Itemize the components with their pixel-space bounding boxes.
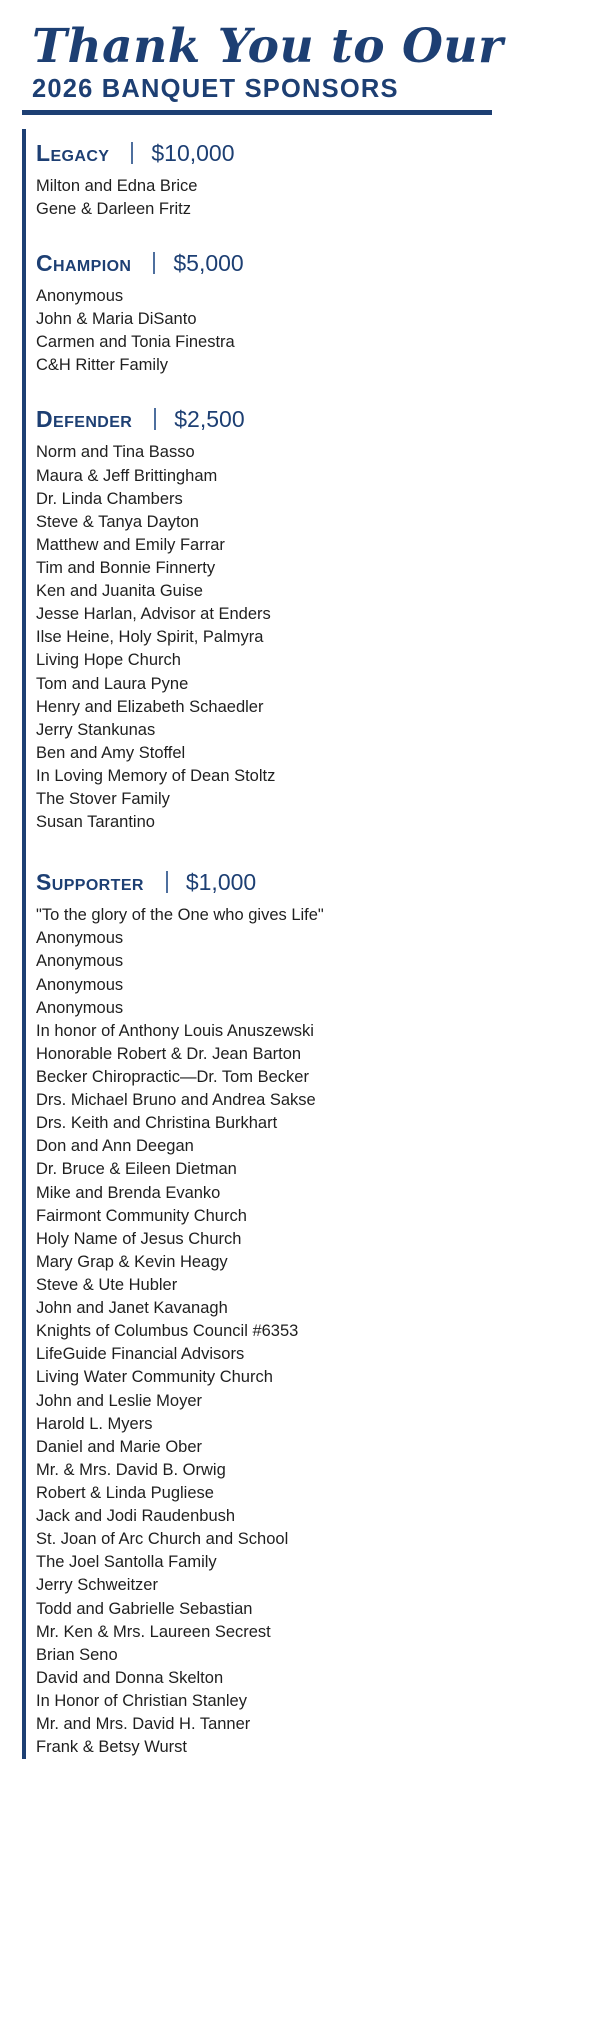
list-item: In Loving Memory of Dean Stoltz <box>36 766 276 785</box>
list-item: St. Joan of Arc Church and School <box>36 1530 289 1549</box>
poster-header <box>22 19 578 104</box>
tier-name: Supporter <box>36 869 144 896</box>
list-item: David and Donna Skelton <box>36 1668 224 1687</box>
tier-divider-icon <box>131 142 133 164</box>
list-item: Mike and Brenda Evanko <box>36 1183 221 1202</box>
sponsor-name-list <box>36 441 578 834</box>
tier-header <box>36 129 578 167</box>
tier-name: Defender <box>36 406 133 433</box>
list-item: Todd and Gabrielle Sebastian <box>36 1599 253 1618</box>
tier-defender <box>36 395 578 834</box>
list-item: Norm and Tina Basso <box>36 443 195 462</box>
list-item: Maura & Jeff Brittingham <box>36 466 218 485</box>
tier-spacer <box>36 385 578 395</box>
sponsor-list-content <box>22 129 578 1760</box>
list-item: Henry and Elizabeth Schaedler <box>36 697 264 716</box>
list-item: LifeGuide Financial Advisors <box>36 1345 245 1364</box>
list-item: Steve & Ute Hubler <box>36 1276 178 1295</box>
tier-divider-icon <box>166 871 168 893</box>
list-item: Steve & Tanya Dayton <box>36 512 199 531</box>
sponsor-name-list <box>36 175 578 221</box>
tier-name: Legacy <box>36 139 110 166</box>
list-item: Carmen and Tonia Finestra <box>36 333 235 352</box>
list-item: Jerry Schweitzer <box>36 1576 158 1595</box>
tier-amount: $2,500 <box>174 406 245 433</box>
list-item: John and Leslie Moyer <box>36 1391 203 1410</box>
sponsor-name-list <box>36 285 578 377</box>
list-item: Matthew and Emily Farrar <box>36 535 225 554</box>
list-item: Jerry Stankunas <box>36 720 156 739</box>
list-item: John and Janet Kavanagh <box>36 1299 228 1318</box>
list-item: Holy Name of Jesus Church <box>36 1229 242 1248</box>
tier-spacer <box>36 842 578 858</box>
tier-champion <box>36 239 578 377</box>
list-item: Milton and Edna Brice <box>36 176 198 195</box>
list-item: Jesse Harlan, Advisor at Enders <box>36 605 271 624</box>
list-item: Harold L. Myers <box>36 1414 153 1433</box>
list-item: The Joel Santolla Family <box>36 1553 217 1572</box>
list-item: Mr. Ken & Mrs. Laureen Secrest <box>36 1622 271 1641</box>
list-item: Brian Seno <box>36 1645 118 1664</box>
list-item: Susan Tarantino <box>36 813 155 832</box>
tier-divider-icon <box>154 408 156 430</box>
tier-amount: $10,000 <box>151 139 235 166</box>
list-item: In honor of Anthony Louis Anuszewski <box>36 1021 314 1040</box>
list-item: Jack and Jodi Raudenbush <box>36 1507 236 1526</box>
list-item: Mr. & Mrs. David B. Orwig <box>36 1460 226 1479</box>
list-item: Ilse Heine, Holy Spirit, Palmyra <box>36 628 264 647</box>
list-item: Tom and Laura Pyne <box>36 674 189 693</box>
list-item: Drs. Michael Bruno and Andrea Sakse <box>36 1091 316 1110</box>
tier-divider-icon <box>153 252 155 274</box>
tier-amount: $5,000 <box>173 249 244 276</box>
tier-header <box>36 239 578 277</box>
list-item: Becker Chiropractic—Dr. Tom Becker <box>36 1068 309 1087</box>
list-item: Living Hope Church <box>36 651 181 670</box>
list-item: Knights of Columbus Council #6353 <box>36 1322 299 1341</box>
list-item: Fairmont Community Church <box>36 1206 247 1225</box>
tier-amount: $1,000 <box>185 869 257 896</box>
list-item: Mary Grap & Kevin Heagy <box>36 1252 228 1271</box>
list-item: Daniel and Marie Ober <box>36 1437 202 1456</box>
sponsor-name-list <box>36 904 578 1759</box>
list-item: Anonymous <box>36 286 124 305</box>
tier-header <box>36 395 578 433</box>
list-item: C&H Ritter Family <box>36 356 169 375</box>
page-title-banner: 2026 BANQUET SPONSORS <box>32 74 399 103</box>
header-divider <box>22 110 492 115</box>
page-title-script: Thank You to Our <box>32 19 504 74</box>
list-item: Dr. Bruce & Eileen Dietman <box>36 1160 237 1179</box>
list-item: Anonymous <box>36 998 124 1017</box>
list-item: In Honor of Christian Stanley <box>36 1691 247 1710</box>
list-item: Drs. Keith and Christina Burkhart <box>36 1114 278 1133</box>
list-item: Robert & Linda Pugliese <box>36 1484 214 1502</box>
list-item: Ben and Amy Stoffel <box>36 743 186 762</box>
list-item: Don and Ann Deegan <box>36 1137 194 1156</box>
tier-legacy <box>36 129 578 221</box>
list-item: Living Water Community Church <box>36 1368 273 1387</box>
list-item: Tim and Bonnie Finnerty <box>36 558 216 577</box>
list-item: Ken and Juanita Guise <box>36 582 203 601</box>
list-item: Frank & Betsy Wurst <box>36 1738 187 1757</box>
tier-spacer <box>36 229 578 239</box>
list-item: John & Maria DiSanto <box>36 310 197 329</box>
list-item: Dr. Linda Chambers <box>36 489 183 508</box>
tier-name: Champion <box>36 249 132 276</box>
list-item: Anonymous <box>36 929 124 948</box>
tier-supporter <box>36 858 578 1759</box>
list-item: Gene & Darleen Fritz <box>36 199 191 218</box>
list-item: "To the glory of the One who gives Life" <box>36 906 324 925</box>
tier-header <box>36 858 578 896</box>
list-item: Anonymous <box>36 975 124 994</box>
list-item: The Stover Family <box>36 790 170 809</box>
list-item: Mr. and Mrs. David H. Tanner <box>36 1715 251 1734</box>
list-item: Honorable Robert & Dr. Jean Barton <box>36 1044 302 1063</box>
left-accent-bar <box>22 129 26 1760</box>
list-item: Anonymous <box>36 952 124 971</box>
